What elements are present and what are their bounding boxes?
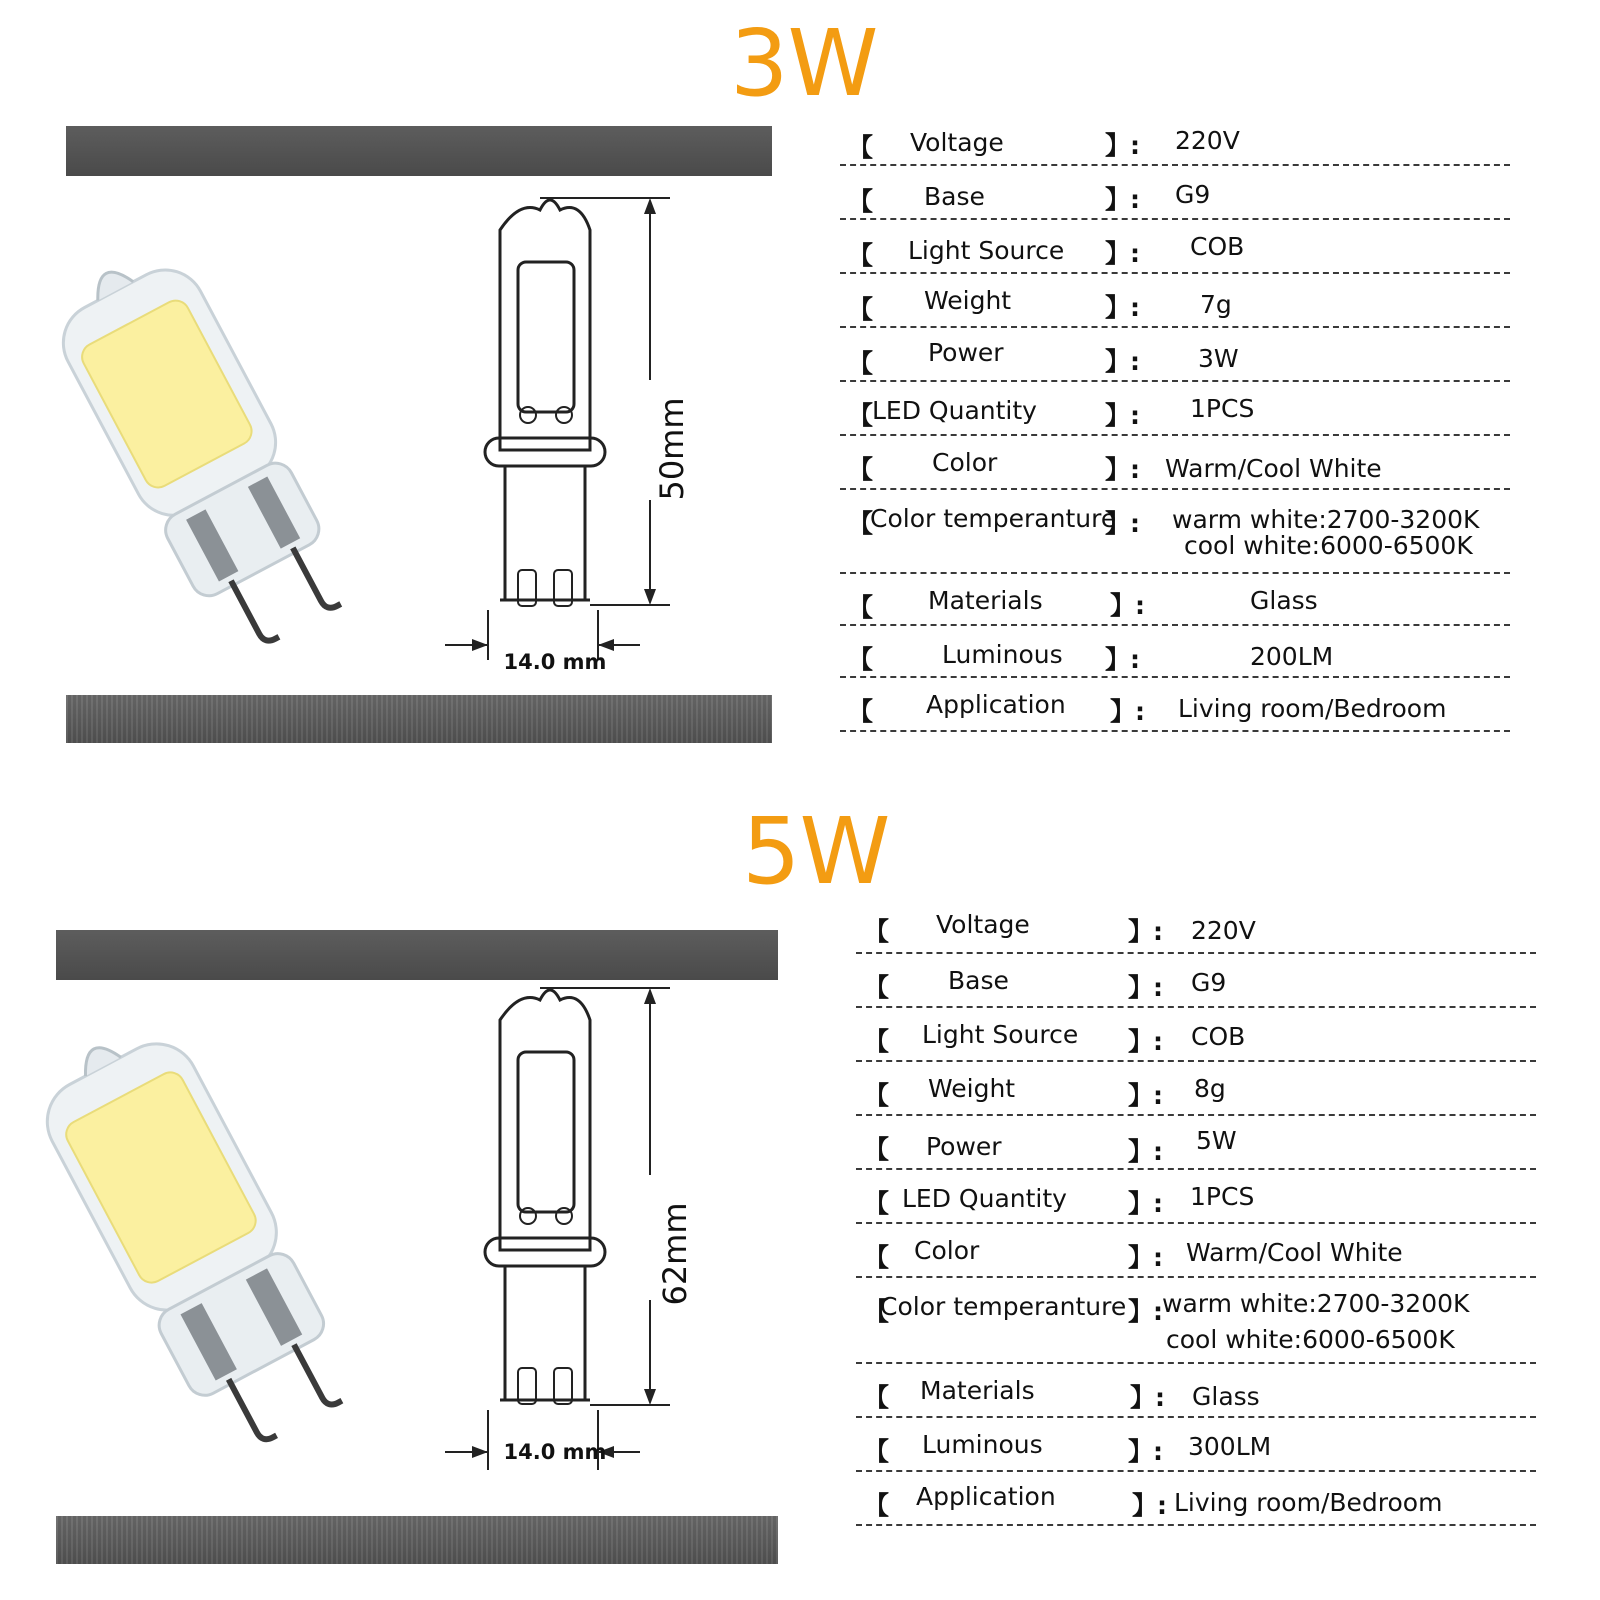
spec-label: Materials bbox=[928, 586, 1043, 615]
spec-label: Luminous bbox=[942, 640, 1063, 669]
spec-label: Color bbox=[914, 1236, 980, 1265]
width-dimension-label: 14.0 mm bbox=[503, 650, 607, 674]
top-bar bbox=[66, 126, 772, 176]
spec-label: Color temperanture bbox=[870, 504, 1117, 533]
bracket-open: 【 bbox=[864, 973, 890, 1002]
spec-value-line-1: warm white:2700-3200K bbox=[1172, 505, 1480, 534]
bracket-open: 【 bbox=[864, 1383, 890, 1412]
bracket-close: 】: bbox=[1130, 1383, 1165, 1412]
spec-value: G9 bbox=[1191, 968, 1227, 997]
bracket-close: 】: bbox=[1105, 131, 1140, 160]
bracket-open: 【 bbox=[848, 401, 874, 430]
bracket-close: 】: bbox=[1105, 645, 1140, 674]
bracket-open: 【 bbox=[848, 593, 874, 622]
bracket-close: 】: bbox=[1105, 185, 1140, 214]
spec-label: Luminous bbox=[922, 1430, 1043, 1459]
bulb-photo bbox=[20, 250, 440, 660]
spec-value: 220V bbox=[1191, 916, 1256, 945]
spec-label: Base bbox=[924, 182, 985, 211]
spec-row-luminous bbox=[856, 1428, 1536, 1472]
bracket-close: 】: bbox=[1128, 917, 1163, 946]
spec-value: Glass bbox=[1250, 586, 1318, 615]
spec-label: LED Quantity bbox=[902, 1184, 1067, 1213]
spec-value: G9 bbox=[1175, 180, 1211, 209]
bracket-open: 【 bbox=[864, 1135, 890, 1164]
spec-table bbox=[856, 908, 1536, 1520]
spec-value: 5W bbox=[1196, 1126, 1237, 1155]
spec-row-base bbox=[840, 176, 1510, 220]
section-title: 5W bbox=[742, 798, 890, 905]
spec-row-materials bbox=[856, 1374, 1536, 1418]
spec-value: Warm/Cool White bbox=[1165, 454, 1382, 483]
spec-label: Voltage bbox=[910, 128, 1004, 157]
spec-label: Power bbox=[926, 1132, 1002, 1161]
bracket-open: 【 bbox=[864, 1243, 890, 1272]
bracket-close: 】: bbox=[1128, 1437, 1163, 1466]
spec-value-line-2: cool white:6000-6500K bbox=[1184, 531, 1473, 560]
bracket-close: 】: bbox=[1110, 591, 1145, 620]
bottom-bar bbox=[56, 1516, 778, 1564]
bracket-open: 【 bbox=[864, 1081, 890, 1110]
section-title: 3W bbox=[730, 10, 878, 117]
spec-value: COB bbox=[1191, 1022, 1246, 1051]
spec-row-power bbox=[840, 338, 1510, 382]
spec-label: Weight bbox=[924, 286, 1012, 315]
bracket-open: 【 bbox=[848, 509, 874, 538]
spec-value: 1PCS bbox=[1190, 1182, 1255, 1211]
spec-row-voltage bbox=[856, 908, 1536, 954]
spec-value: 7g bbox=[1200, 290, 1232, 319]
spec-label: Application bbox=[916, 1482, 1056, 1511]
spec-label: Weight bbox=[928, 1074, 1016, 1103]
bracket-close: 】: bbox=[1105, 239, 1140, 268]
spec-table bbox=[840, 122, 1510, 732]
bracket-open: 【 bbox=[848, 645, 874, 674]
spec-label: Base bbox=[948, 966, 1009, 995]
spec-row-voltage bbox=[840, 122, 1510, 166]
spec-row-color-temperature bbox=[856, 1288, 1536, 1364]
bottom-bar bbox=[66, 695, 772, 743]
spec-label: Light Source bbox=[922, 1020, 1079, 1049]
spec-row-weight bbox=[856, 1072, 1536, 1116]
spec-row-led-quantity bbox=[840, 392, 1510, 436]
spec-label: Color bbox=[932, 448, 998, 477]
spec-value-line-2: cool white:6000-6500K bbox=[1166, 1325, 1455, 1354]
spec-label: Light Source bbox=[908, 236, 1065, 265]
spec-label: Materials bbox=[920, 1376, 1035, 1405]
bulb-photo bbox=[10, 1020, 450, 1460]
spec-row-application bbox=[840, 688, 1510, 732]
spec-label: Voltage bbox=[936, 910, 1030, 939]
spec-value: 8g bbox=[1194, 1074, 1226, 1103]
spec-value: 300LM bbox=[1188, 1432, 1272, 1461]
spec-row-materials bbox=[840, 584, 1510, 626]
bracket-close: 】: bbox=[1128, 1297, 1163, 1326]
bracket-open: 【 bbox=[864, 1027, 890, 1056]
bracket-close: 】: bbox=[1110, 697, 1145, 726]
bracket-open: 【 bbox=[848, 241, 874, 270]
spec-value: COB bbox=[1190, 232, 1245, 261]
width-dimension-label: 14.0 mm bbox=[503, 1440, 607, 1464]
spec-value: 1PCS bbox=[1190, 394, 1255, 423]
bracket-close: 】: bbox=[1128, 1027, 1163, 1056]
bracket-open: 【 bbox=[848, 349, 874, 378]
spec-row-base bbox=[856, 964, 1536, 1008]
spec-label: LED Quantity bbox=[872, 396, 1037, 425]
bracket-open: 【 bbox=[848, 697, 874, 726]
bracket-open: 【 bbox=[864, 1297, 890, 1326]
height-dimension-label: 62mm bbox=[656, 1202, 694, 1306]
bracket-open: 【 bbox=[864, 917, 890, 946]
bracket-close: 】: bbox=[1105, 401, 1140, 430]
spec-row-light-source bbox=[856, 1018, 1536, 1062]
bracket-close: 】: bbox=[1105, 455, 1140, 484]
section-3w bbox=[0, 0, 1600, 780]
spec-value: 220V bbox=[1175, 126, 1240, 155]
spec-row-light-source bbox=[840, 230, 1510, 274]
height-dimension-label: 50mm bbox=[653, 397, 691, 501]
spec-value: Glass bbox=[1192, 1382, 1260, 1411]
bracket-close: 】: bbox=[1128, 973, 1163, 1002]
bracket-open: 【 bbox=[848, 187, 874, 216]
bracket-close: 】: bbox=[1132, 1491, 1167, 1520]
bracket-open: 【 bbox=[848, 133, 874, 162]
spec-value: 200LM bbox=[1250, 642, 1334, 671]
spec-row-color bbox=[840, 446, 1510, 490]
spec-row-color bbox=[856, 1234, 1536, 1278]
spec-value: 3W bbox=[1198, 344, 1239, 373]
bracket-open: 【 bbox=[848, 455, 874, 484]
bracket-close: 】: bbox=[1105, 293, 1140, 322]
bracket-close: 】: bbox=[1105, 347, 1140, 376]
spec-value: Living room/Bedroom bbox=[1174, 1488, 1443, 1517]
spec-value: Living room/Bedroom bbox=[1178, 694, 1447, 723]
spec-value: Warm/Cool White bbox=[1186, 1238, 1403, 1267]
bracket-open: 【 bbox=[864, 1189, 890, 1218]
top-bar bbox=[56, 930, 778, 980]
bracket-open: 【 bbox=[848, 295, 874, 324]
bracket-close: 】: bbox=[1128, 1081, 1163, 1110]
spec-label: Color temperanture bbox=[880, 1292, 1127, 1321]
bracket-close: 】: bbox=[1128, 1189, 1163, 1218]
bracket-open: 【 bbox=[864, 1491, 890, 1520]
bracket-close: 】: bbox=[1105, 509, 1140, 538]
spec-row-luminous bbox=[840, 636, 1510, 678]
spec-row-led-quantity bbox=[856, 1180, 1536, 1224]
spec-row-color-temperature bbox=[840, 500, 1510, 574]
spec-row-application bbox=[856, 1482, 1536, 1526]
bracket-close: 】: bbox=[1128, 1243, 1163, 1272]
spec-label: Application bbox=[926, 690, 1066, 719]
bracket-close: 】: bbox=[1128, 1137, 1163, 1166]
spec-label: Power bbox=[928, 338, 1004, 367]
section-5w bbox=[0, 790, 1600, 1600]
spec-row-power bbox=[856, 1126, 1536, 1170]
bracket-open: 【 bbox=[864, 1437, 890, 1466]
spec-value-line-1: warm white:2700-3200K bbox=[1162, 1289, 1470, 1318]
spec-row-weight bbox=[840, 284, 1510, 328]
